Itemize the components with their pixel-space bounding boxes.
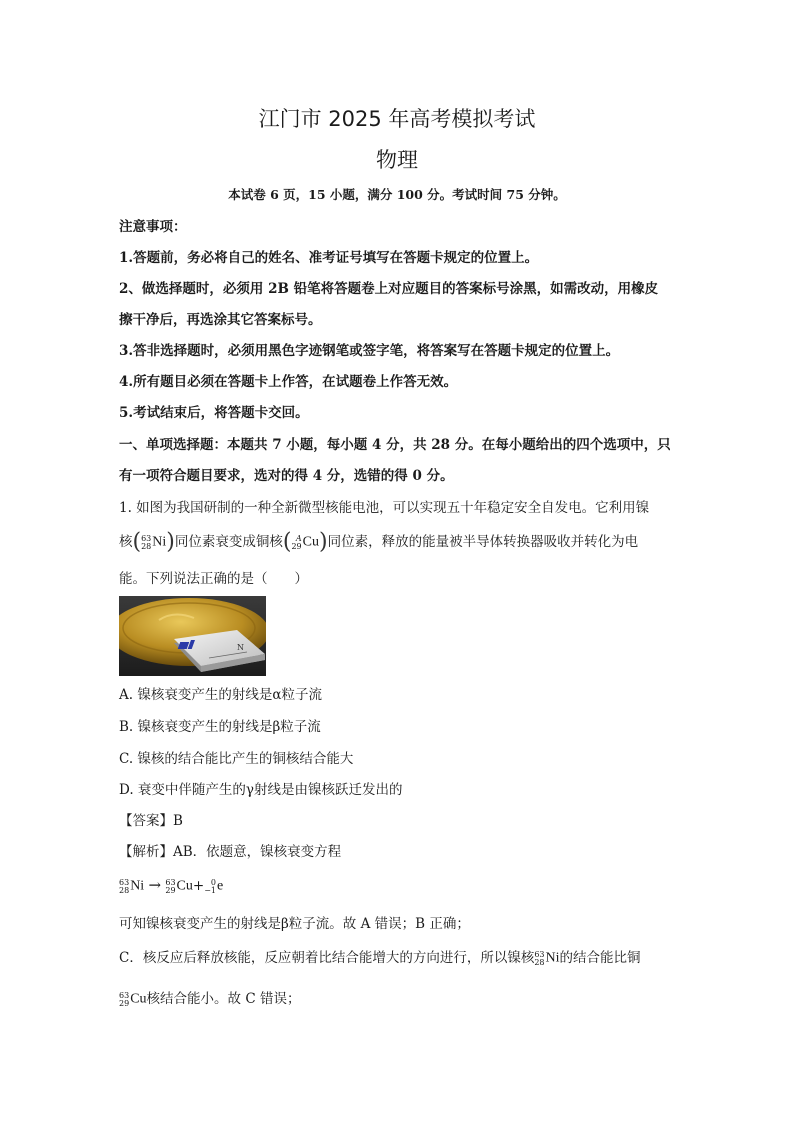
stem-text: 同位素，释放的能量被半导体转换器吸收并转化为电 [327,534,639,550]
coin-and-chip-image [119,596,266,676]
mass-number: 63 [119,990,130,1000]
nuclide-ni [534,946,559,971]
option-d: D. 衰变中伴随产生的γ射线是由镍核跃迁发出的 [119,782,403,798]
note-item: 5.考试结束后，将答题卡交回。 [119,405,309,421]
note-item: 擦干净后，再选涂其它答案标号。 [119,312,322,328]
question-stem-line2 [119,530,679,554]
atomic-number: 29 [165,885,176,895]
analysis-line [119,843,679,861]
mass-number: 63 [534,949,545,959]
element-symbol: Cu [176,878,193,894]
chip-letter: N [237,643,244,652]
decay-equation [119,873,679,897]
atomic-number: −1 [204,885,216,895]
note-item: 1.答题前，务必将自己的姓名、准考证号填写在答题卡规定的位置上。 [119,250,539,266]
element-symbol: Cu [302,534,319,550]
option-c: C. 镍核的结合能比产生的铜核结合能大 [119,751,354,767]
option-a: A. 镍核衰变产生的射线是α粒子流 [119,687,322,703]
nuclide-electron [204,874,223,899]
nuclide-ni [141,530,166,555]
analysis-intro: AB．依题意，镍核衰变方程 [173,844,342,860]
atomic-number: 28 [141,541,152,551]
stem-text: 同位素衰变成铜核 [174,534,283,550]
question-stem: 1. 如图为我国研制的一种全新微型核能电池，可以实现五十年稳定安全自发电。它利用镍 [119,500,650,516]
mass-number: 63 [119,877,130,887]
analysis-label: 【解析】 [119,844,173,860]
mass-number: 63 [165,877,176,887]
battery-photo [119,596,266,676]
element-symbol: Cu [130,991,147,1007]
atomic-number: 28 [119,885,130,895]
section-heading: 一、单项选择题：本题共 7 小题，每小题 4 分，共 28 分。在每小题给出的四个选项中，只 [119,437,671,453]
nuclide-cu [291,530,319,555]
analysis-ab: 可知镍核衰变产生的射线是β粒子流。故 A 错误；B 正确； [119,916,470,932]
analysis-text: 的结合能比铜 [559,950,641,966]
section-heading-cont: 有一项符合题目要求，选对的得 4 分，选错的得 0 分。 [119,468,454,484]
mass-number: 0 [210,877,216,887]
answer-value: B [173,813,183,829]
element-symbol: Ni [130,878,145,894]
atomic-number: 29 [291,541,302,551]
element-symbol: Ni [152,534,167,550]
answer-label: 【答案】 [119,813,173,829]
right-paren: ) [166,529,175,555]
nuclide-cu [165,874,193,899]
nuclide-ni [119,874,144,899]
analysis-c-line1 [119,946,679,970]
mass-number: A [295,533,302,543]
left-paren: ( [132,529,142,555]
note-item: 2、做选择题时，必须用 2B 铅笔将答题卷上对应题目的答案标号涂黑，如需改动，用橡皮 [119,281,659,297]
left-paren: ( [282,529,292,555]
plus-sign: + [192,878,205,894]
stem-text: 核 [119,534,133,550]
element-symbol: Ni [545,950,560,966]
notes-heading: 注意事项： [119,219,187,235]
subject-title: 物理 [376,148,418,172]
atomic-number: 29 [119,998,130,1008]
note-item: 4.所有题目必须在答题卡上作答，在试题卷上作答无效。 [119,374,458,390]
right-paren: ) [319,529,328,555]
analysis-text: C．核反应后释放核能，反应朝着比结合能增大的方向进行，所以镍核 [119,950,535,966]
mass-number: 63 [141,533,152,543]
element-symbol: e [217,878,224,894]
question-stem-line3: 能。下列说法正确的是（ ） [119,571,308,587]
arrow: → [148,876,162,894]
analysis-text: 核结合能小。故 C 错误； [146,991,301,1007]
option-b: B. 镍核衰变产生的射线是β粒子流 [119,719,321,735]
note-item: 3.答非选择题时，必须用黑色字迹钢笔或签字笔，将答案写在答题卡规定的位置上。 [119,343,620,359]
atomic-number: 28 [534,957,545,967]
exam-title: 江门市 2025 年高考模拟考试 [258,107,536,131]
analysis-c-line2 [119,987,679,1011]
nuclide-cu [119,987,147,1012]
answer-line [119,812,679,830]
exam-info: 本试卷 6 页，15 小题，满分 100 分。考试时间 75 分钟。 [228,187,566,202]
